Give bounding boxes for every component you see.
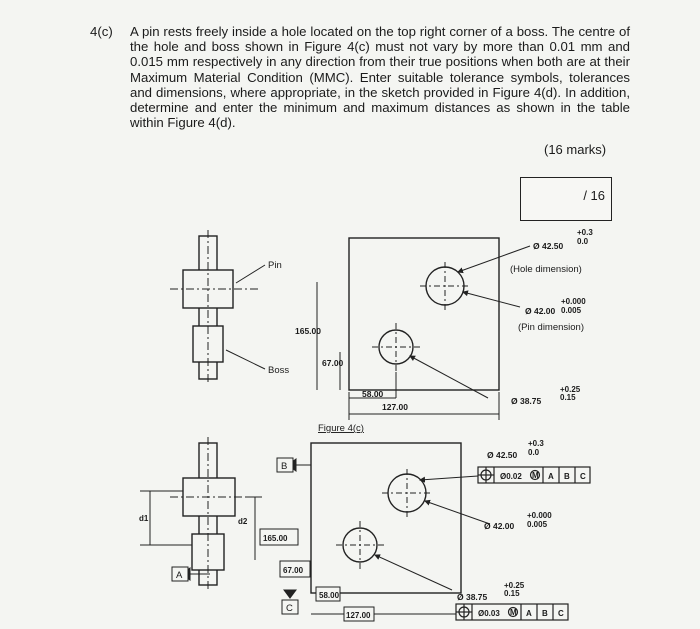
pin-side-view <box>170 230 265 385</box>
figure-4d <box>140 437 590 621</box>
marks-label: (16 marks) <box>544 142 607 157</box>
fcf1-datum-b: B <box>564 472 570 481</box>
fcf1-datum-a: A <box>548 472 554 481</box>
fcf1-datum-c: C <box>580 472 586 481</box>
hole-tol-lower-c: 0.0 <box>577 237 589 246</box>
dim-67-c: 67.00 <box>322 358 344 368</box>
fcf2-datum-b: B <box>542 609 548 618</box>
hole-dim-c: Ø 42.50 <box>533 241 564 251</box>
pin-tol-upper-c: +0.000 <box>561 297 586 306</box>
fcf2-datum-a: A <box>526 609 532 618</box>
boss-label: Boss <box>268 365 290 376</box>
fcf1-mmc: M <box>532 471 539 480</box>
fcf2-tolerance: Ø0.03 <box>478 609 500 618</box>
dim-58-c: 58.00 <box>362 389 384 399</box>
score-total: / 16 <box>583 188 605 203</box>
hole-note-c: (Hole dimension) <box>510 264 582 275</box>
pin-dim-d: Ø 42.00 <box>484 521 515 531</box>
boss-tol-lower-c: 0.15 <box>560 393 576 402</box>
pin-dim-c: Ø 42.00 <box>525 306 556 316</box>
d1-label: d1 <box>139 514 149 523</box>
hole-tol-lower-d: 0.0 <box>528 448 540 457</box>
datum-a-label: A <box>176 570 183 581</box>
pin-label: Pin <box>268 260 282 271</box>
boss-tol-upper-d: +0.25 <box>504 581 525 590</box>
d2-label[interactable]: d2 <box>238 517 248 526</box>
question-text: A pin rests freely inside a hole located on the top right corner of a boss. The centre of the hole and boss shown in Figure 4(c) must not vary by more than 0.01 mm and 0.015 mm respectively in any direction from their true positions when both are at their Maximum Material Condition (MMC). Enter suitable tolerance symbols, tolerances and dimensions, where appropriate, in the sketch provided in Figure 4(d). In addition, determine and enter the minimum and maximum distances as shown in the table within Figure 4(d). <box>130 24 630 131</box>
fcf1-tolerance: Ø0.02 <box>500 472 522 481</box>
pin-tol-lower-c: 0.005 <box>561 306 582 315</box>
boss-tol-upper-c: +0.25 <box>560 385 581 394</box>
figure-4c <box>170 230 530 420</box>
hole-tol-upper-d: +0.3 <box>528 439 544 448</box>
boss-plate-d <box>311 443 461 593</box>
pin-tol-upper-d: +0.000 <box>527 511 552 520</box>
hole-dim-d: Ø 42.50 <box>487 450 518 460</box>
fcf2-mmc: M <box>510 608 517 617</box>
dim-67-d[interactable]: 67.00 <box>283 566 304 575</box>
fcf2-datum-c: C <box>558 609 564 618</box>
pin-tol-lower-d: 0.005 <box>527 520 548 529</box>
hole-tol-upper-c: +0.3 <box>577 228 593 237</box>
question-number: 4(c) <box>90 24 113 39</box>
boss-dim-c: Ø 38.75 <box>511 396 542 406</box>
figure-4c-caption: Figure 4(c) <box>318 423 364 434</box>
dim-58-d[interactable]: 58.00 <box>319 591 340 600</box>
dim-127-c: 127.00 <box>382 402 408 412</box>
dim-165-d[interactable]: 165.00 <box>263 534 288 543</box>
dim-165-c: 165.00 <box>295 326 321 336</box>
boss-tol-lower-d: 0.15 <box>504 589 520 598</box>
pin-note-c: (Pin dimension) <box>518 322 584 333</box>
datum-c-label: C <box>286 603 293 614</box>
datum-b-label: B <box>281 461 288 472</box>
boss-dim-d: Ø 38.75 <box>457 592 488 602</box>
boss-plate <box>349 238 499 390</box>
dim-127-d[interactable]: 127.00 <box>346 611 371 620</box>
